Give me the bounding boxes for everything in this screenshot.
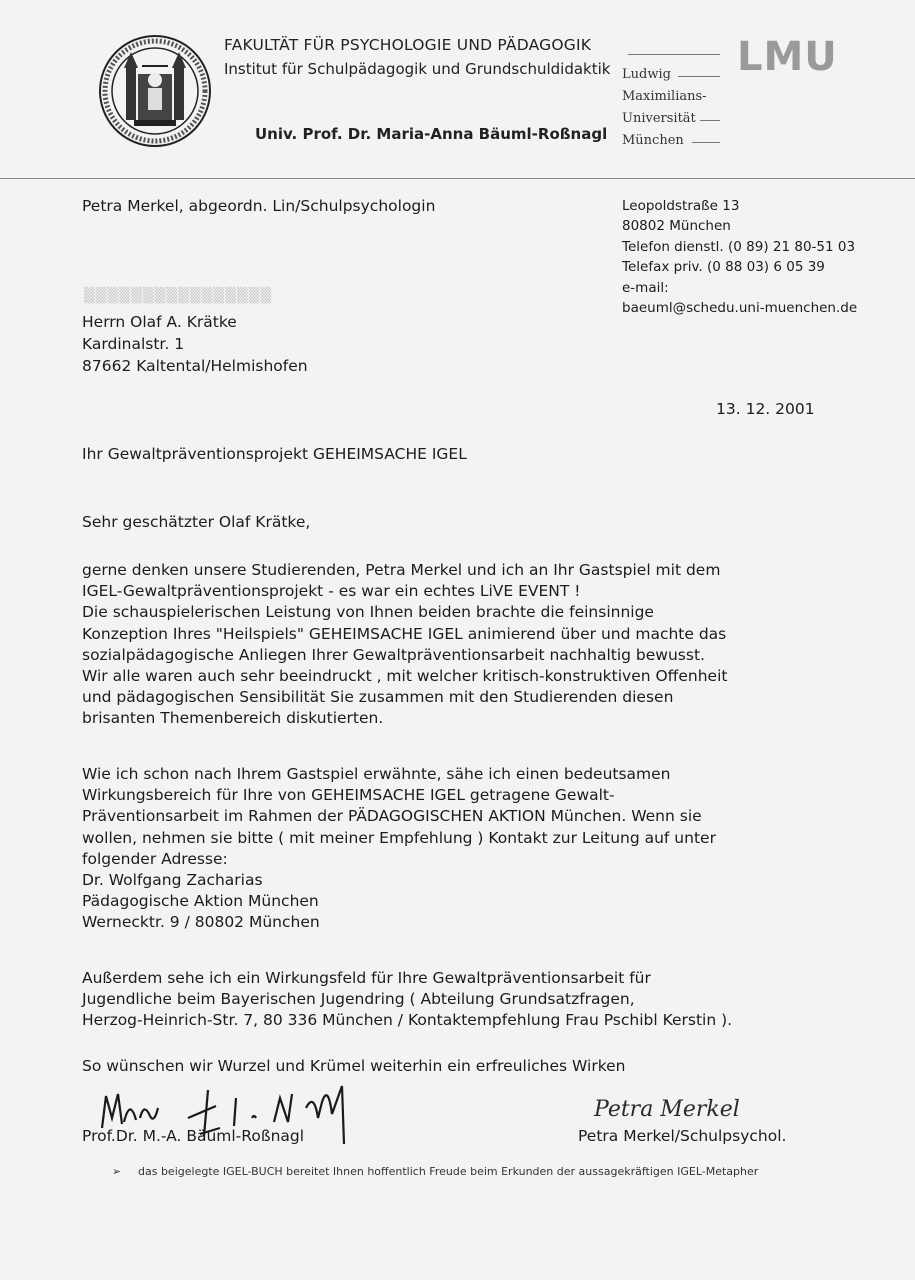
body-line: Herzog-Heinrich-Str. 7, 80 336 München / Kontaktempfehlung Frau Pschibl Kerstin ). bbox=[82, 1011, 733, 1030]
faculty-title: FAKULTÄT FÜR PSYCHOLOGIE UND PÄDAGOGIK bbox=[224, 36, 592, 54]
footnote-text: das beigelegte IGEL-BUCH bereitet Ihnen hoffentlich Freude beim Erkunden der aussagekräftigen IGEL-Metapher bbox=[138, 1165, 759, 1178]
university-line-text: München bbox=[622, 133, 684, 148]
recipient-line: 87662 Kaltental/Helmishofen bbox=[82, 357, 308, 375]
body-line: Außerdem sehe ich ein Wirkungsfeld für Ihre Gewaltpräventionsarbeit für bbox=[82, 969, 651, 987]
university-line bbox=[622, 86, 726, 108]
contact-line: Telefax priv. (0 88 03) 6 05 39 bbox=[622, 259, 825, 276]
university-line bbox=[622, 64, 726, 86]
salutation: Sehr geschätzter Olaf Krätke, bbox=[82, 513, 311, 531]
university-line-top bbox=[622, 42, 726, 64]
body-line: Wernecktr. 9 / 80802 München bbox=[82, 913, 320, 932]
lmu-logo: LMU bbox=[737, 34, 838, 80]
university-name-block bbox=[622, 42, 726, 152]
body-line: Präventionsarbeit im Rahmen der PÄDAGOGISCHEN AKTION München. Wenn sie bbox=[82, 807, 702, 826]
signature-right-name: Petra Merkel/Schulpsychol. bbox=[578, 1127, 787, 1145]
body-paragraph-3 bbox=[82, 968, 826, 1032]
body-line: folgender Adresse: bbox=[82, 849, 228, 868]
letter-subject: Ihr Gewaltpräventionsprojekt GEHEIMSACHE IGEL bbox=[82, 445, 467, 463]
body-line: Wir alle waren auch sehr beeindruckt , mit welcher kritisch-konstruktiven Offenheit bbox=[82, 667, 728, 686]
professor-name: Univ. Prof. Dr. Maria-Anna Bäuml-Roßnagl bbox=[255, 125, 608, 143]
body-paragraph-1 bbox=[82, 560, 826, 730]
closing-line: So wünschen wir Wurzel und Krümel weiterhin ein erfreuliches Wirken bbox=[82, 1057, 626, 1075]
institute-name: Institut für Schulpädagogik und Grundschuldidaktik bbox=[224, 60, 611, 78]
university-line-text: Maximilians- bbox=[622, 89, 707, 104]
body-line: sozialpädagogische Anliegen Ihrer Gewaltpräventionsarbeit nachhaltig bewusst. bbox=[82, 645, 705, 664]
contact-line: 80802 München bbox=[622, 218, 731, 235]
recipient-address bbox=[82, 311, 308, 377]
body-line: IGEL-Gewaltpräventionsprojekt - es war ein echtes LiVE EVENT ! bbox=[82, 582, 581, 601]
contact-email: baeuml@schedu.uni-muenchen.de bbox=[622, 300, 858, 317]
university-line bbox=[622, 108, 726, 130]
body-line: Jugendliche beim Bayerischen Jugendring ( Abteilung Grundsatzfragen, bbox=[82, 990, 635, 1009]
body-line: brisanten Themenbereich diskutierten. bbox=[82, 709, 384, 728]
letter-date: 13. 12. 2001 bbox=[716, 400, 815, 418]
sender-line: Petra Merkel, abgeordn. Lin/Schulpsychologin bbox=[82, 197, 436, 215]
contact-block bbox=[622, 196, 857, 318]
university-line-text: Ludwig bbox=[622, 67, 671, 82]
body-line: Wirkungsbereich für Ihre von GEHEIMSACHE IGEL getragene Gewalt- bbox=[82, 786, 615, 805]
header-divider bbox=[0, 178, 915, 179]
contact-line: Telefon dienstl. (0 89) 21 80-51 03 bbox=[622, 238, 856, 255]
university-line-text: Universität bbox=[622, 111, 696, 126]
signature-right-image bbox=[590, 1090, 750, 1124]
university-line bbox=[622, 130, 726, 152]
footnote-bullet-icon: ➢ bbox=[112, 1165, 122, 1178]
body-paragraph-2 bbox=[82, 764, 826, 934]
body-line: gerne denken unsere Studierenden, Petra Merkel und ich an Ihr Gastspiel mit dem bbox=[82, 561, 721, 579]
signature-right-handwriting: Petra Merkel bbox=[594, 1097, 740, 1122]
recipient-line: Herrn Olaf A. Krätke bbox=[82, 313, 237, 331]
body-line: Die schauspielerischen Leistung von Ihnen beiden brachte die feinsinnige bbox=[82, 603, 654, 622]
body-line: und pädagogischen Sensibilität Sie zusammen mit den Studierenden diesen bbox=[82, 688, 674, 707]
body-line: Dr. Wolfgang Zacharias bbox=[82, 871, 263, 890]
body-line: Konzeption Ihres "Heilspiels" GEHEIMSACHE IGEL animierend über und machte das bbox=[82, 624, 727, 643]
contact-line: Leopoldstraße 13 bbox=[622, 198, 740, 214]
recipient-line: Kardinalstr. 1 bbox=[82, 335, 185, 353]
signature-left-name: Prof.Dr. M.-A. Bäuml-Roßnagl bbox=[82, 1127, 305, 1145]
contact-line: e-mail: bbox=[622, 279, 669, 296]
faded-stamp: ▒▒▒▒▒▒▒▒▒▒▒▒▒▒▒▒ bbox=[84, 288, 273, 304]
body-line: Pädagogische Aktion München bbox=[82, 892, 319, 911]
body-line: wollen, nehmen sie bitte ( mit meiner Empfehlung ) Kontakt zur Leitung auf unter bbox=[82, 828, 716, 847]
university-seal-icon bbox=[98, 34, 212, 148]
body-line: Wie ich schon nach Ihrem Gastspiel erwähnte, sähe ich einen bedeutsamen bbox=[82, 765, 671, 783]
